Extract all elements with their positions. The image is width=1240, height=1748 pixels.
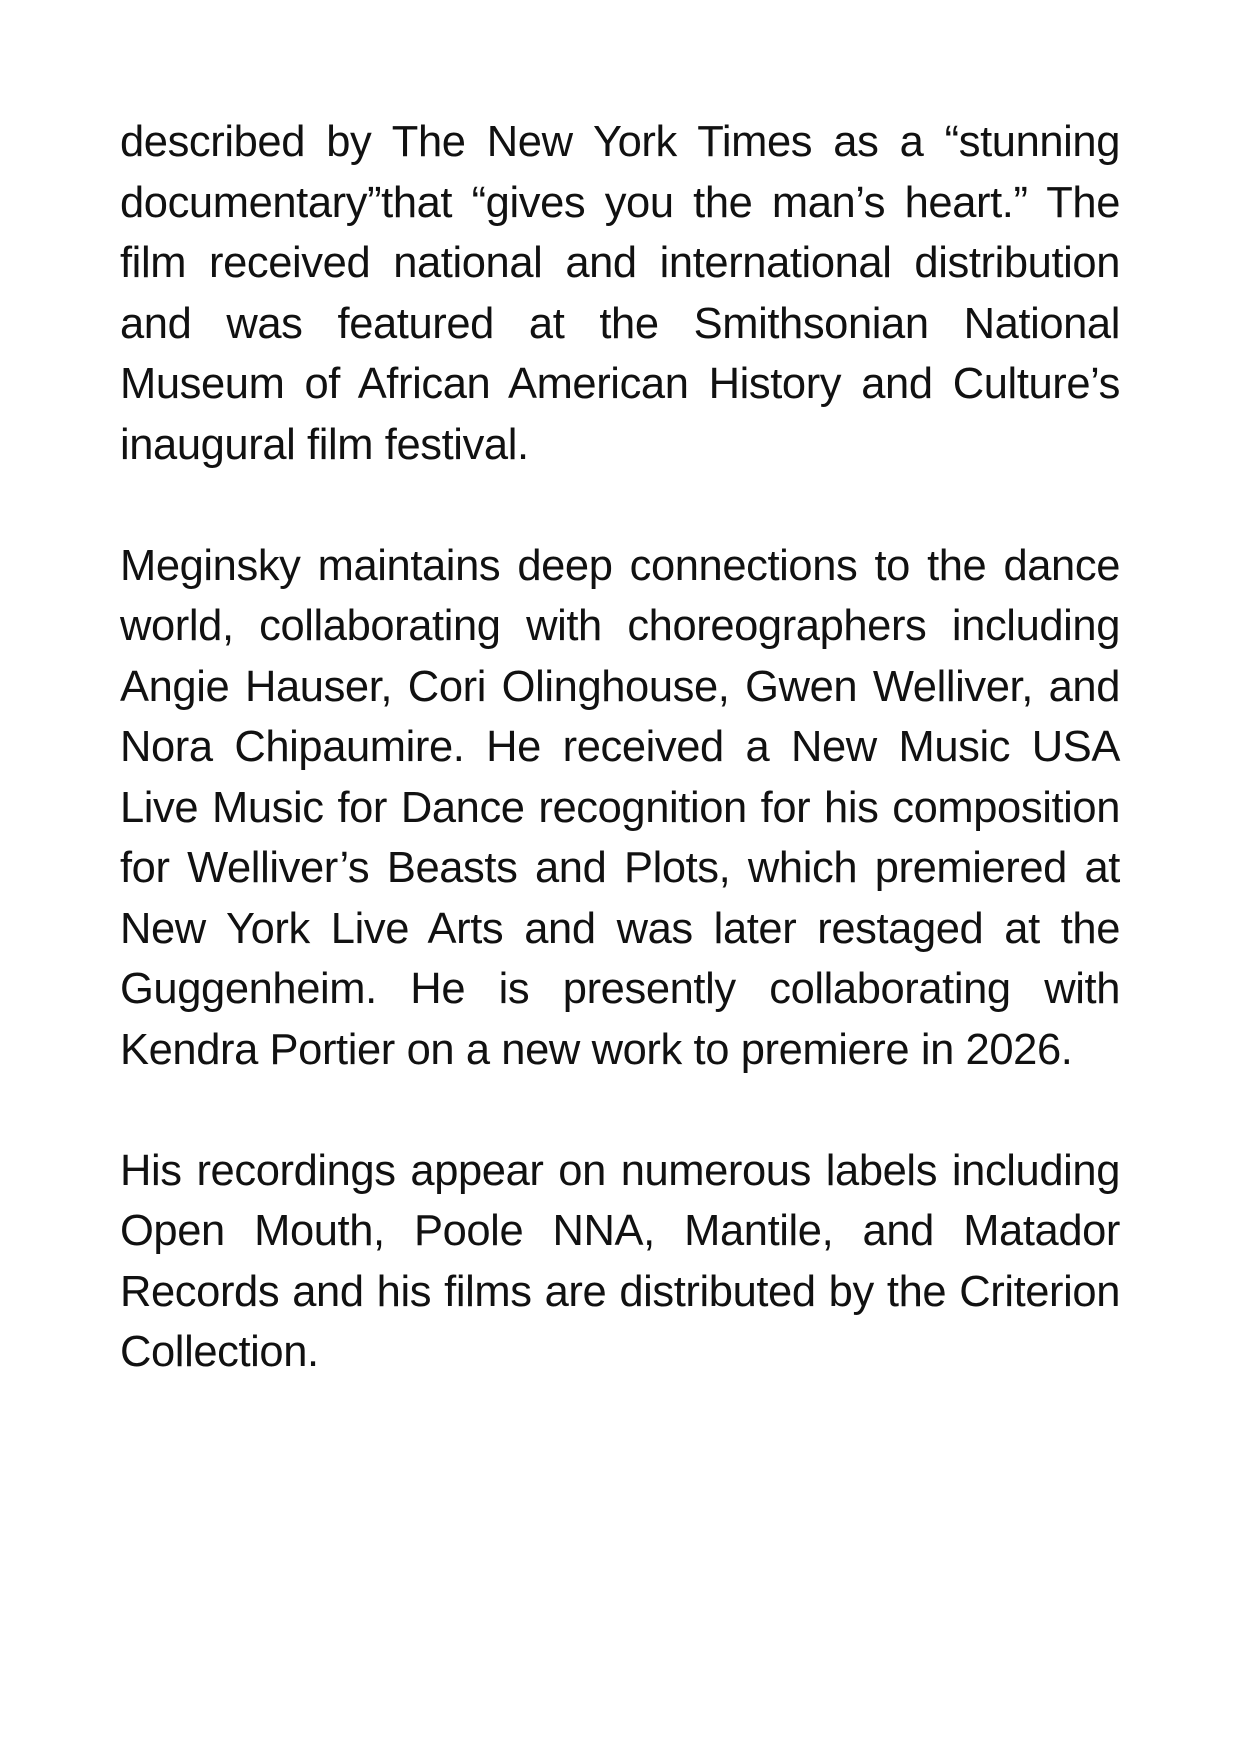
- document-page: [120, 112, 1120, 1383]
- paragraph-dance-collaborations: Meginsky maintains deep connections to the dance world, collaborating with choreographers including Angie Hauser, Cori Olinghouse, Gwen Welliver, and Nora Chipaumire. He received a New Music USA Live Music for Dance recognition for his composition for Welliver’s Beasts and Plots, which premiered at New York Live Arts and was later restaged at the Guggenheim. He is presently collaborating with Kendra Portier on a new work to premiere in 2026.: [120, 541, 1120, 1074]
- paragraph-recordings-and-distribution: His recordings appear on numerous labels including Open Mouth, Poole NNA, Mantile, and Matador Records and his films are distributed by the Criterion Collection.: [120, 1146, 1120, 1376]
- paragraph-film-reception: described by The New York Times as a “stunning documentary”that “gives you the man’s heart.” The film received national and international distribution and was featured at the Smithsonian National Museum of African American History and Culture’s inaugural film festival.: [120, 118, 1120, 469]
